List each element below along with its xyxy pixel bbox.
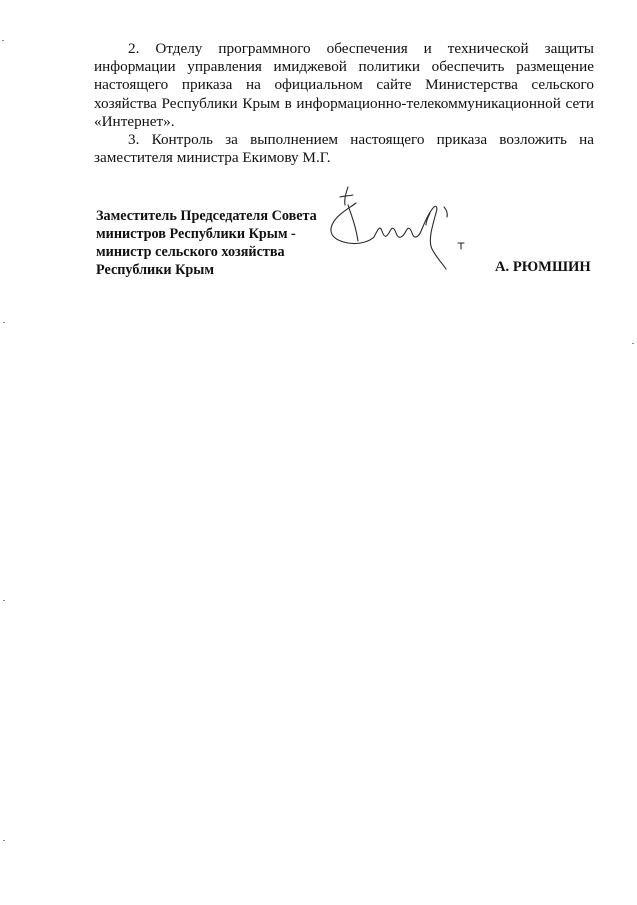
scan-artifact [3, 840, 5, 841]
signatory-line: Республики Крым [96, 262, 215, 278]
paragraph-2 [94, 40, 594, 131]
signatory-title [96, 207, 317, 279]
scan-artifact [3, 322, 5, 323]
paragraph-line: хозяйства Республики Крым в информационно-телекоммуникационной сети [94, 94, 594, 112]
signatory-line: Заместитель Председателя Совета [96, 208, 317, 224]
scan-artifact [632, 343, 634, 344]
paragraph-line: информации управления имиджевой политики обеспечить размещение [94, 58, 594, 76]
scan-artifact [3, 600, 5, 601]
signatory-name: А. РЮМШИН [495, 259, 591, 275]
paragraph-line: 2. Отделу программного обеспечения и технической защиты [128, 40, 594, 57]
paragraph-line: «Интернет». [94, 112, 175, 130]
paragraph-line: 3. Контроль за выполнением настоящего приказа возложить на [128, 131, 594, 148]
paragraph-3 [94, 131, 594, 167]
paragraph-line: настоящего приказа на официальном сайте Министерства сельского [94, 76, 594, 94]
signatory-line: министр сельского хозяйства [96, 244, 285, 260]
paragraph-line: заместителя министра Екимову М.Г. [94, 149, 331, 167]
handwritten-signature [318, 183, 478, 278]
scan-artifact [2, 40, 4, 41]
signatory-line: министров Республики Крым - [96, 226, 296, 242]
